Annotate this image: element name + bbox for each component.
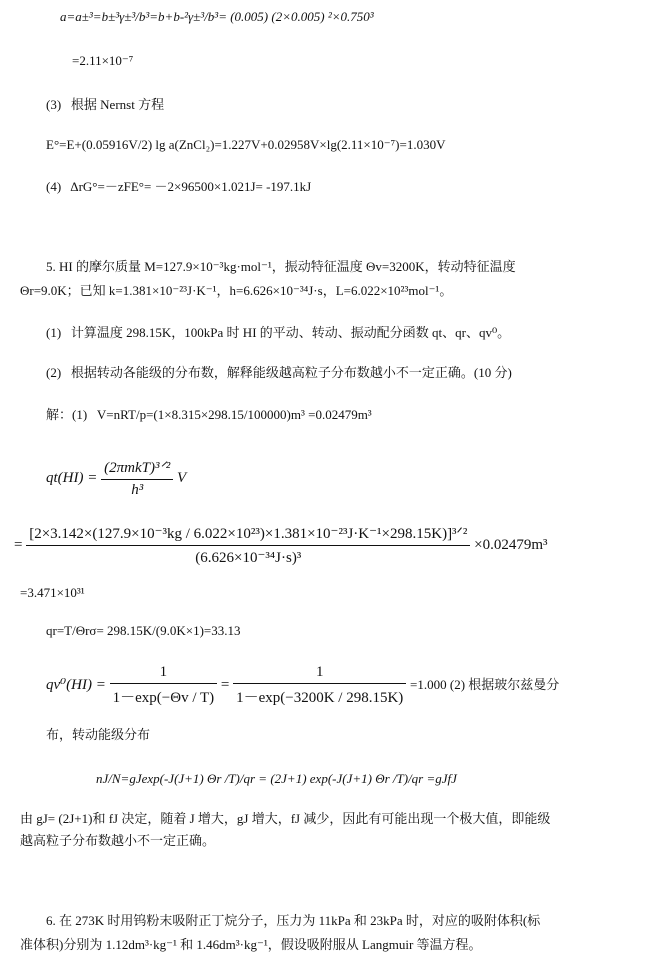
- qv-tail: =1.000 (2) 根据玻尔兹曼分: [410, 676, 560, 692]
- qt-result: =3.471×10³¹: [20, 585, 85, 600]
- qt-lhs: qt(HI) =: [46, 469, 98, 486]
- problem5-line1: 5. HI 的摩尔质量 M=127.9×10⁻³kg·mol⁻¹，振动特征温度 Θv=3200K，转动特征温度: [46, 259, 516, 274]
- qt-volume: V: [177, 469, 187, 486]
- solution-volume-line: [46, 406, 372, 424]
- problem6-line2: 准体积)分别为 1.12dm³·kg⁻¹ 和 1.46dm³·kg⁻¹，假设吸附服从 Langmuir 等温方程。: [20, 937, 482, 952]
- step3-line: [46, 96, 164, 114]
- qv-equals: =: [220, 676, 230, 693]
- problem5-line2: Θr=9.0K；已知 k=1.381×10⁻²³J·K⁻¹，h=6.626×10⁻³⁴J·s，L=6.022×10²³mol⁻¹。: [20, 283, 453, 298]
- q2-label: (2): [46, 365, 62, 380]
- qt-denominator: h³: [131, 482, 144, 498]
- qt-expanded-numerator: [2×3.142×(127.9×10⁻³kg / 6.022×10²³)×1.381×10⁻²³J·K⁻¹×298.15K)]³ᐟ²: [26, 524, 470, 546]
- qt-expanded-formula: [14, 524, 548, 567]
- qv-formula: [46, 664, 559, 707]
- qv-lhs: qv⁰(HI) =: [46, 676, 106, 693]
- q1-text: 计算温度 298.15K，100kPa 时 HI 的平动、转动、振动配分函数 qt、qr、qv⁰。: [70, 325, 511, 340]
- volume-formula: V=nRT/p=(1×8.315×298.15/100000)m³ =0.02479m³: [96, 407, 372, 422]
- qt-expanded-tail: ×0.02479m³: [474, 536, 548, 553]
- qv-denominator-2: 1－exp(−3200K / 298.15K): [236, 690, 404, 706]
- qt-fraction: [101, 458, 173, 499]
- qv-denominator-1: 1－exp(−Θv / T): [112, 690, 215, 706]
- big-equals: =: [14, 536, 23, 553]
- problem5-question2: [46, 364, 512, 382]
- qt-expanded-denominator: (6.626×10⁻³⁴J·s)³: [195, 550, 302, 566]
- qt-formula: [46, 458, 186, 499]
- qt-expanded-fraction: [26, 524, 470, 567]
- q1-label: (1): [46, 325, 62, 340]
- step4-formula: ΔrG°=－zFE°= －2×96500×1.021J= -197.1kJ: [70, 179, 312, 194]
- explanation-line1: 由 gJ= (2J+1)和 fJ 决定，随着 J 增大，gJ 增大，fJ 减少，因此有可能出现一个极大值，即能级: [20, 811, 551, 826]
- distribution-formula: nJ/N=gJexp(-J(J+1) Θr /T)/qr = (2J+1) exp(-J(J+1) Θr /T)/qr =gJfJ: [96, 771, 457, 786]
- explanation-line2: 越高粒子分布数越小不一定正确。: [20, 833, 216, 848]
- problem6-line1: 6. 在 273K 时用钨粉末吸附正丁烷分子，压力为 11kPa 和 23kPa 时，对应的吸附体积(标: [46, 913, 541, 928]
- qv-fraction-1: [110, 664, 218, 707]
- step3-formula: E°=E+(0.05916V/2) lg a(ZnCl₂)=1.227V+0.02958V×lg(2.11×10⁻⁷)=1.030V: [46, 137, 446, 152]
- solution-label: 解：(1): [46, 407, 88, 422]
- qv-numerator-1: 1: [110, 664, 218, 684]
- step3-text: 根据 Nernst 方程: [70, 97, 165, 112]
- step4-label: (4): [46, 179, 62, 194]
- qv-tail-continued: 布，转动能级分布: [46, 727, 151, 742]
- qv-fraction-2: [233, 664, 406, 707]
- qv-numerator-2: 1: [233, 664, 406, 684]
- q2-text: 根据转动各能级的分布数，解释能级越高粒子分布数越小不一定正确。(10 分): [70, 365, 512, 380]
- qt-numerator: (2πmkT)³ᐟ²: [101, 458, 173, 480]
- activity-result: =2.11×10⁻⁷: [72, 53, 134, 68]
- qr-formula: qr=T/Θrσ= 298.15K/(9.0K×1)=33.13: [46, 623, 241, 638]
- activity-formula: a=a±³=b±³γ±³/b³=b+b-²γ±³/b³= (0.005) (2×0.005) ²×0.750³: [60, 9, 374, 24]
- problem5-question1: [46, 324, 510, 342]
- step4-line: [46, 178, 311, 196]
- step3-label: (3): [46, 97, 62, 112]
